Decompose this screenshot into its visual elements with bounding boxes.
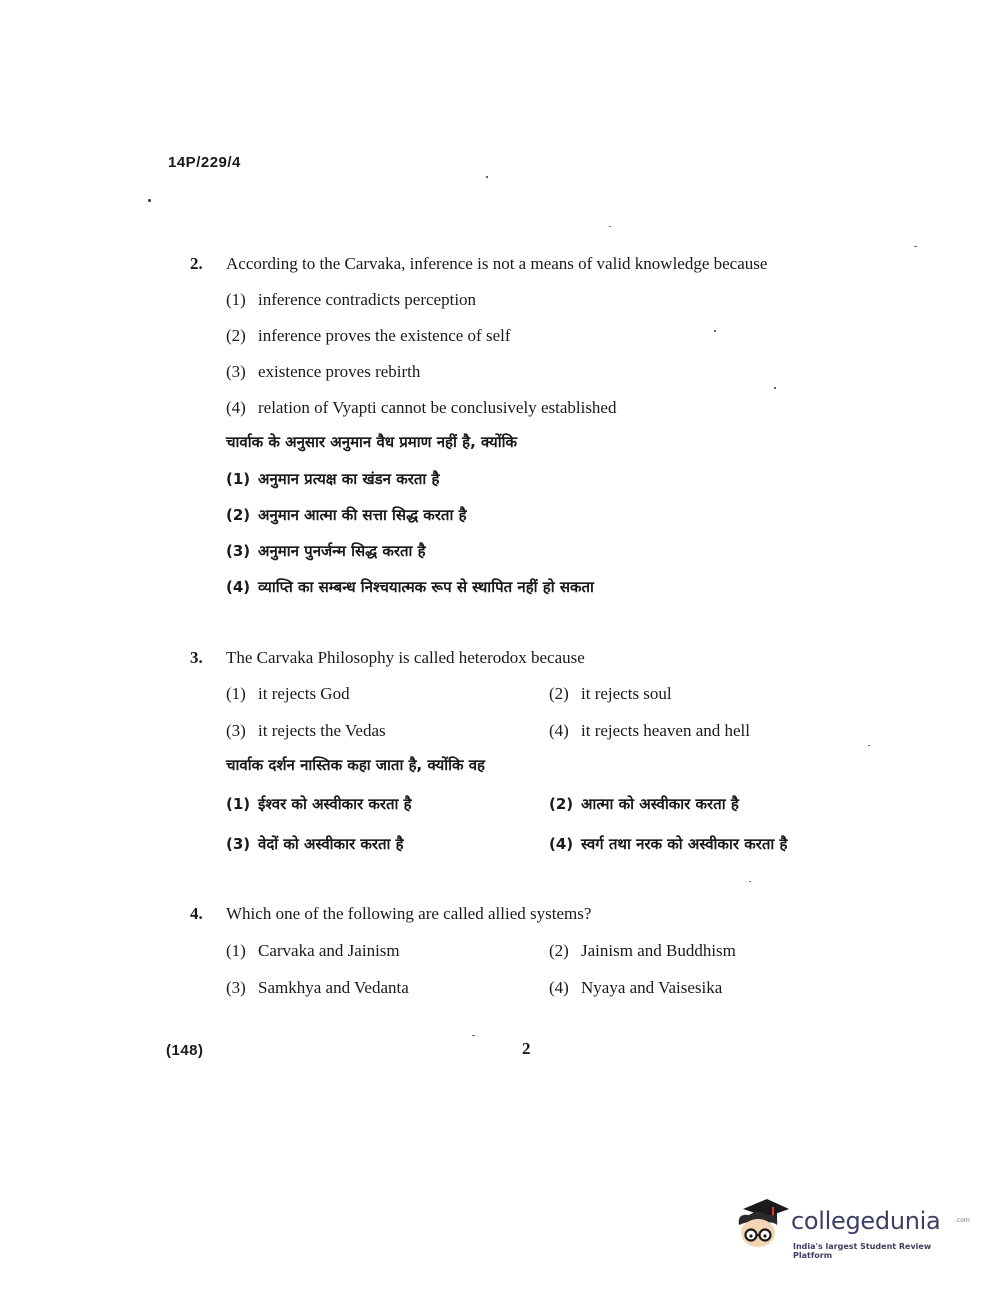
option-en: (4) it rejects heaven and hell bbox=[549, 721, 750, 740]
option-en: (2) Jainism and Buddhism bbox=[549, 941, 736, 960]
paper-code: 14P/229/4 bbox=[168, 154, 241, 171]
question-text-en: According to the Carvaka, inference is not a means of valid knowledge because bbox=[226, 254, 768, 273]
collegedunia-watermark bbox=[733, 1195, 970, 1265]
option-hi: (4) व्याप्ति का सम्बन्ध निश्चयात्मक रूप से स्थापित नहीं हो सकता bbox=[226, 578, 594, 596]
option-en: (1) it rejects God bbox=[226, 684, 350, 703]
scan-speck bbox=[914, 246, 917, 247]
option-hi: (4) स्वर्ग तथा नरक को अस्वीकार करता है bbox=[549, 835, 788, 853]
option-hi: (2) आत्मा को अस्वीकार करता है bbox=[549, 795, 739, 813]
watermark-tagline: India's largest Student Review Platform bbox=[793, 1242, 932, 1260]
option-en: (2) inference proves the existence of self bbox=[226, 326, 511, 345]
page-number: 2 bbox=[522, 1039, 531, 1058]
footer-code: (148) bbox=[166, 1042, 204, 1059]
scan-speck bbox=[148, 199, 151, 202]
option-hi: (2) अनुमान आत्मा की सत्ता सिद्ध करता है bbox=[226, 506, 467, 524]
option-en: (3) it rejects the Vedas bbox=[226, 721, 386, 740]
option-hi: (1) अनुमान प्रत्यक्ष का खंडन करता है bbox=[226, 470, 440, 488]
watermark-brand: collegedunia bbox=[791, 1207, 941, 1235]
option-en: (4) Nyaya and Vaisesika bbox=[549, 978, 723, 997]
option-hi: (3) अनुमान पुनर्जन्म सिद्ध करता है bbox=[226, 542, 426, 560]
scan-speck bbox=[609, 226, 611, 227]
question-text-en: The Carvaka Philosophy is called heterodox because bbox=[226, 648, 585, 667]
option-hi: (1) ईश्वर को अस्वीकार करता है bbox=[226, 795, 412, 813]
question-text-hi: चार्वाक दर्शन नास्तिक कहा जाता है, क्योंकि वह bbox=[226, 756, 486, 774]
scan-speck bbox=[774, 387, 776, 389]
option-en: (3) existence proves rebirth bbox=[226, 362, 421, 381]
option-hi: (3) वेदों को अस्वीकार करता है bbox=[226, 835, 404, 853]
scan-speck bbox=[749, 881, 751, 882]
option-en: (2) it rejects soul bbox=[549, 684, 672, 703]
scan-speck bbox=[868, 745, 870, 746]
mascot-icon bbox=[733, 1195, 791, 1255]
option-en: (1) Carvaka and Jainism bbox=[226, 941, 400, 960]
scan-speck bbox=[486, 176, 488, 178]
option-en: (1) inference contradicts perception bbox=[226, 290, 477, 309]
question-number: 2. bbox=[190, 254, 203, 273]
question-number: 3. bbox=[190, 648, 203, 667]
watermark-domain: .com bbox=[955, 1217, 970, 1224]
option-en: (4) relation of Vyapti cannot be conclusively established bbox=[226, 398, 617, 417]
question-number: 4. bbox=[190, 904, 203, 923]
question-text-hi: चार्वाक के अनुसार अनुमान वैध प्रमाण नहीं है, क्योंकि bbox=[226, 433, 518, 451]
question-text-en: Which one of the following are called allied systems? bbox=[226, 904, 592, 923]
scan-speck bbox=[714, 330, 716, 332]
option-en: (3) Samkhya and Vedanta bbox=[226, 978, 409, 997]
scan-speck bbox=[472, 1035, 475, 1036]
